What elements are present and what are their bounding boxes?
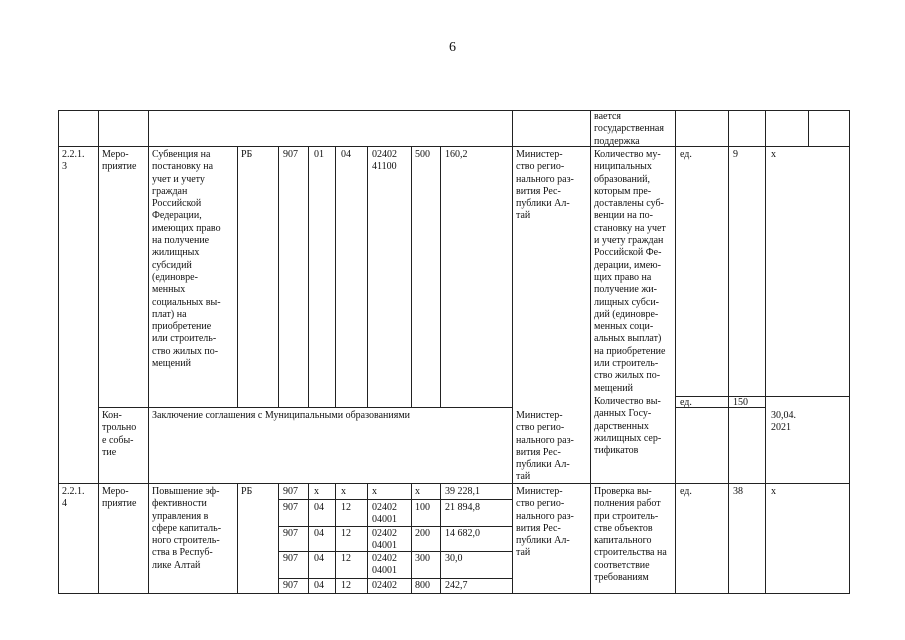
finance-vr: 300 [415,553,430,564]
indicator-2214: Проверка вы- полнения работ при строитель- стве объектов капитального строительства на соответствие требованиям [594,486,667,584]
indicator1-2213: Количество му- ниципальных образований, которым пре- доставлены суб- венции на по- становку на учет и учету граждан Российской Фе- дерации, имею- щих право на получение жи- лищных субси- дий (единовре- менных соци- альных выплат) на приобретение или строитель- ство жилых по- мещений [594,149,666,394]
pr-2213: 04 [341,149,351,160]
finance-amount: 21 894,8 [445,502,480,513]
row-code-2213: 2.2.1. 3 [62,149,85,173]
finance-amount: 242,7 [445,580,468,591]
term-2214: х [771,486,776,497]
row-type-2213: Меро- приятие [102,149,137,173]
finance-pr: 12 [341,528,351,539]
control-event-executor: Министер- ство регио- нального раз- вития Рес- публики Ал- тай [516,410,574,483]
unit1-2213: ед. [680,149,692,160]
indicator2-2213: Количество вы- данных Госу- дарственных жилищных сер- тификатов [594,396,662,457]
finance-pr: 12 [341,553,351,564]
budget-2213: РБ [241,149,253,160]
indicator-continuation: вается государственная поддержка [594,111,664,147]
measure-name-2213: Субвенция на постановку на учет и учету граждан Российской Федерации, имеющих право на получение жилищных субсидий (единовре- менных социальных вы- плат) на приобретение или строитель- ство жилых по- мещений [152,149,221,370]
finance-amount: 14 682,0 [445,528,480,539]
amount-2213: 160,2 [445,149,468,160]
finance-rz: х [314,486,319,497]
finance-grbs: 907 [283,553,298,564]
control-event-term: 30,04. 2021 [771,410,796,434]
control-event-name: Заключение соглашения с Муниципальными образованиями [152,410,410,421]
finance-pr: х [341,486,346,497]
finance-csr: 02402 04001 [372,553,397,577]
finance-grbs: 907 [283,580,298,591]
value1-2213: 9 [733,149,738,160]
finance-vr: 800 [415,580,430,591]
finance-amount: 39 228,1 [445,486,480,497]
finance-rz: 04 [314,528,324,539]
finance-csr: 02402 04001 [372,528,397,552]
grbs-2213: 907 [283,149,298,160]
unit2-2213: ед. [680,397,692,408]
value2-2213: 150 [733,397,748,408]
row-type-2214: Меро- приятие [102,486,137,510]
measure-name-2214: Повышение эф- фективности управления в сфере капиталь- ного строитель- ства в Респуб- лике Алтай [152,486,222,571]
executor-2214: Министер- ство регио- нального раз- вития Рес- публики Ал- тай [516,486,574,559]
finance-rz: 04 [314,580,324,591]
term1-2213: х [771,149,776,160]
finance-vr: 200 [415,528,430,539]
finance-rz: 04 [314,502,324,513]
vr-2213: 500 [415,149,430,160]
control-event-type: Кон- трольно е собы- тие [102,410,137,458]
finance-pr: 12 [341,502,351,513]
page-number: 6 [449,40,456,55]
finance-grbs: 907 [283,502,298,513]
finance-pr: 12 [341,580,351,591]
finance-grbs: 907 [283,528,298,539]
rz-2213: 01 [314,149,324,160]
finance-csr: 02402 [372,580,397,591]
budget-2214: РБ [241,486,253,497]
finance-csr: 02402 04001 [372,502,397,526]
csr-2213: 02402 41100 [372,149,397,173]
finance-rz: 04 [314,553,324,564]
finance-vr: 100 [415,502,430,513]
row-code-2214: 2.2.1. 4 [62,486,85,510]
finance-grbs: 907 [283,486,298,497]
executor-2213: Министер- ство регио- нального раз- вития Рес- публики Ал- тай [516,149,574,222]
unit-2214: ед. [680,486,692,497]
value-2214: 38 [733,486,743,497]
finance-amount: 30,0 [445,553,463,564]
finance-vr: х [415,486,420,497]
finance-csr: х [372,486,377,497]
